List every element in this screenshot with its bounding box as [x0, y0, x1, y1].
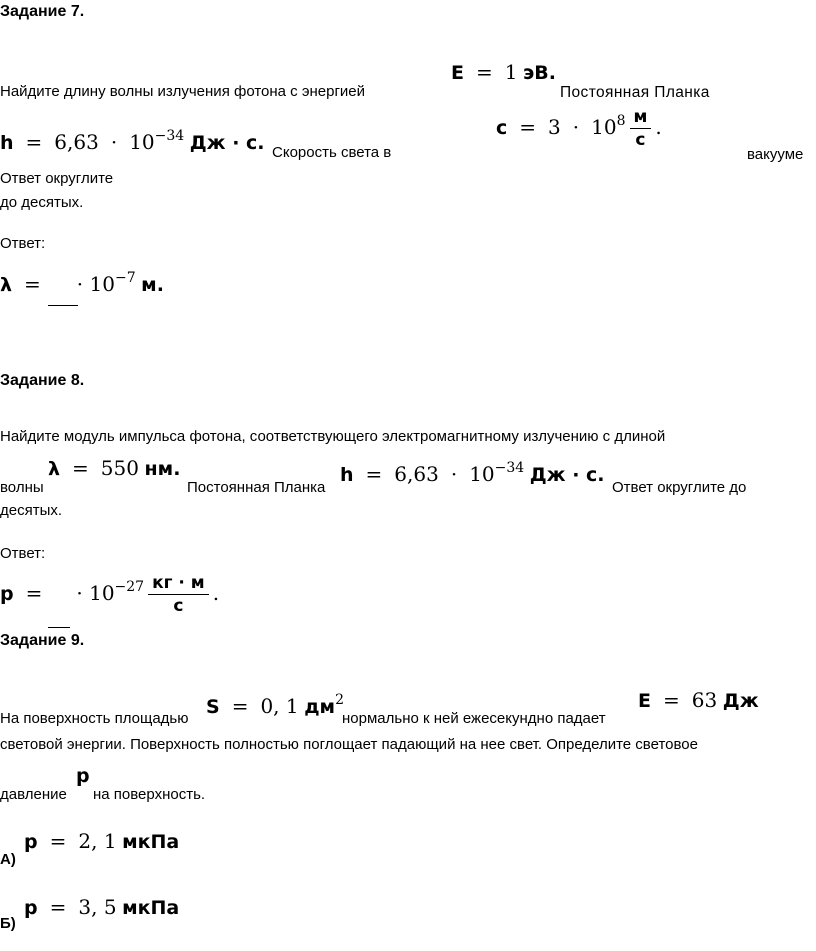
- task9-p-variable: p: [76, 765, 90, 787]
- task9-line3-a: давление: [0, 786, 67, 803]
- task9-area-formula: S = 0, 1 $дм^2$: [206, 692, 344, 718]
- task9-line1-b: нормально к ней ежесекундно падает: [342, 710, 606, 727]
- task7-planck-label: Постоянная Планка: [560, 84, 710, 101]
- task7-speed-formula: $c = 3 \cdot 10^8$ $\frac{м}{с}$ .: [496, 107, 662, 150]
- task8-lambda-formula: λ = 550 нм.: [48, 456, 181, 480]
- task7-answer-label: Ответ:: [0, 235, 46, 252]
- task8-line1: Найдите модуль импульса фотона, соответствующего электромагнитному излучению с длиной: [0, 428, 666, 445]
- task7-answer-formula: λ = · $10^{-7}$ м.: [0, 270, 164, 296]
- task8-round-a: Ответ округлите до: [612, 479, 747, 496]
- task7-vacuum: вакууме: [747, 146, 804, 163]
- task8-answer-formula: p = · $10^{-27}$ $\frac{кг \cdot м}{с}$ .: [0, 573, 220, 616]
- task7-speed-label: Скорость света в: [272, 144, 392, 161]
- task9-line2: световой энергии. Поверхность полностью поглощает падающий на нее свет. Определите световое: [0, 736, 698, 753]
- task7-intro: Найдите длину волны излучения фотона с энергией: [0, 83, 366, 100]
- task8-heading: Задание 8.: [0, 372, 85, 389]
- task9-option-b-formula[interactable]: p = 3, 5 мкПа: [24, 895, 180, 919]
- task9-heading: Задание 9.: [0, 632, 85, 649]
- task7-heading: Задание 7.: [0, 3, 85, 20]
- task8-answer-label: Ответ:: [0, 545, 46, 562]
- task8-planck-label: Постоянная Планка: [187, 479, 326, 496]
- task8-waves: волны: [0, 479, 44, 496]
- task8-planck-formula: $h = 6,63 \cdot 10^{-34}$ Дж · с.: [340, 460, 605, 486]
- task7-round-line2: до десятых.: [0, 194, 84, 211]
- task9-option-a-formula[interactable]: p = 2, 1 мкПа: [24, 829, 180, 853]
- task9-option-a-label[interactable]: А): [0, 851, 16, 868]
- task9-line1-a: На поверхность площадью: [0, 710, 189, 727]
- task7-energy-formula: E = 1 эВ.: [451, 60, 557, 84]
- task7-speed-unit-fraction: $\frac{м}{с}$: [630, 106, 652, 151]
- task9-line3-b: на поверхность.: [93, 786, 206, 803]
- task7-answer-blank[interactable]: [48, 305, 78, 306]
- task7-round-line1: Ответ округлите: [0, 170, 114, 187]
- task7-planck-formula: $h = 6,63 \cdot 10^{-34}$ Дж · с.: [0, 128, 265, 154]
- task8-answer-blank[interactable]: [48, 627, 70, 628]
- task9-option-b-label[interactable]: Б): [0, 915, 16, 932]
- task8-answer-unit-fraction: $\frac{кг \cdot м}{с}$: [148, 572, 209, 617]
- task9-energy-formula: E = 63 Дж: [638, 688, 759, 712]
- task8-round-b: десятых.: [0, 502, 63, 519]
